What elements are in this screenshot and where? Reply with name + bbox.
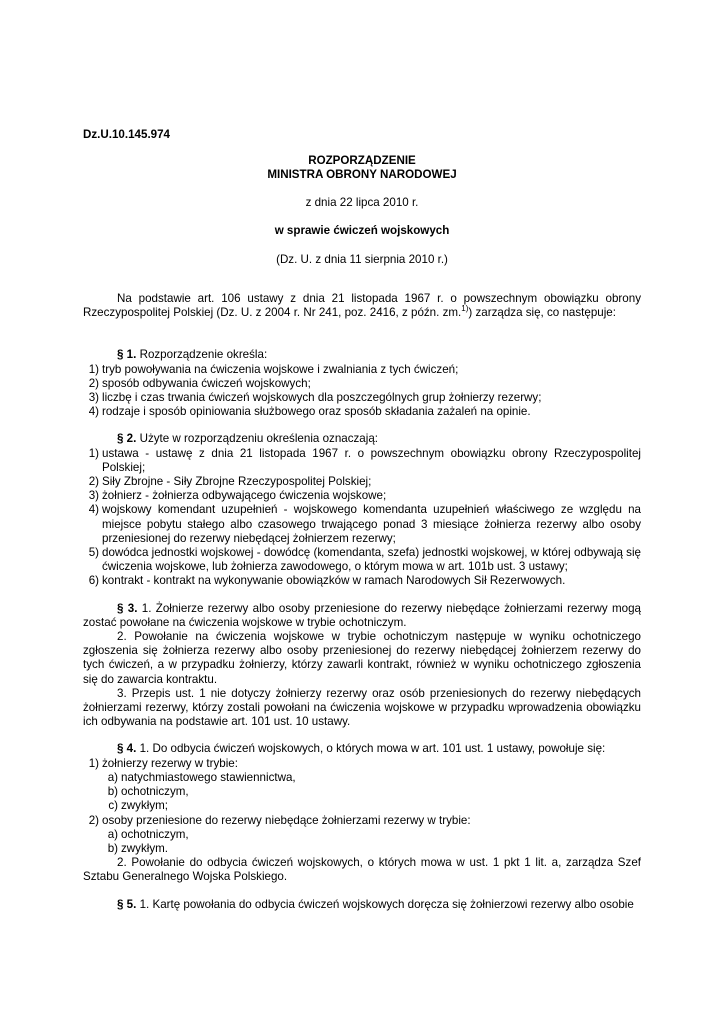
section-mark: § 4. xyxy=(117,742,137,756)
document-date: z dnia 22 lipca 2010 r. xyxy=(305,196,419,209)
publication-info: (Dz. U. z dnia 11 sierpnia 2010 r.) xyxy=(276,253,448,266)
list-item: 3) liczbę i czas trwania ćwiczeń wojskowych dla poszczególnych grup żołnierzy rezerwy; xyxy=(88,391,542,405)
section-1: § 1. Rozporządzenie określa: 1) tryb powoływania na ćwiczenia wojskowe i zwalniania z tych ćwiczeń; 2) sposób odbywania ćwiczeń wojskowych; 3) liczbę i czas trwania ćwiczeń wojskowych dla poszczególnych grup żołnierzy rezerwy; 4) rodzaje i sposób opiniowania służbowego oraz sposób składania zażaleń na opinie. xyxy=(83,348,641,419)
paragraph: 3. Przepis ust. 1 nie dotyczy żołnierzy rezerwy oraz osób przeniesionych do rezerwy niebędących żołnierzami rezerwy, którzy zostali powołani na ćwiczenia wojskowe w przypadku wprowadzenia obowiązku ich odbywania na podstawie art. 101 ust. 10 ustawy. xyxy=(83,686,641,729)
sub-list-item: a) ochotniczym, xyxy=(107,827,189,841)
title-line-1: ROZPORZĄDZENIE xyxy=(308,154,416,167)
sub-list-item: a) natychmiastowego stawiennictwa, xyxy=(107,770,296,784)
sub-list-item: c) zwykłym; xyxy=(108,799,169,813)
list-item: 1) żołnierzy rezerwy w trybie: xyxy=(88,756,238,770)
section-mark: § 1. xyxy=(117,348,137,362)
list-item: 3) żołnierz - żołnierza odbywającego ćwiczenia wojskowe; xyxy=(88,489,387,503)
section-mark: § 3. xyxy=(117,601,138,615)
list-item: 2) sposób odbywania ćwiczeń wojskowych; xyxy=(88,376,311,390)
section-3: § 3. 1. Żołnierze rezerwy albo osoby przeniesione do rezerwy niebędące żołnierzami rezerwy mogą zostać powołane na ćwiczenia wojskowe w trybie ochotniczym. 2. Powołanie na ćwiczenia wojskowe w trybie ochotniczym następuje w wyniku ochotniczego zgłoszenia się żołnierza rezerwy albo osoby przeniesionej do rezerwy niebędącej żołnierzem rezerwy do tych ćwiczeń, a w przypadku żołnierzy, którzy zawarli kontrakt, również w wyniku ochotniczego zgłoszenia się do zawarcia kontraktu. 3. Przepis ust. 1 nie dotyczy żołnierzy rezerwy oraz osób przeniesionych do rezerwy niebędących żołnierzami rezerwy, którzy zostali powołani na ćwiczenia wojskowe w przypadku wprowadzenia obowiązku ich odbywania na podstawie art. 101 ust. 10 ustawy. xyxy=(83,601,641,729)
preamble: Na podstawie art. 106 ustawy z dnia 21 listopada 1967 r. o powszechnym obowiązku obrony Rzeczypospolitej Polskiej (Dz. U. z 2004 r. Nr 241, poz. 2416, z późn. zm.$^{1)}$) zarządza się, co następuje: xyxy=(83,292,641,320)
section-5: § 5. 1. Kartę powołania do odbycia ćwiczeń wojskowych doręcza się żołnierzowi rezerwy albo osobie xyxy=(117,897,634,911)
section-4: § 4. 1. Do odbycia ćwiczeń wojskowych, o których mowa w art. 101 ust. 1 ustawy, powołuje się: 1) żołnierzy rezerwy w trybie: a) natychmiastowego stawiennictwa, b) ochotniczym, c) zwykłym; 2) osoby przeniesione do rezerwy niebędące żołnierzami rezerwy w trybie: a) ochotniczym, b) zwykłym. 2. Powołanie do odbycia ćwiczeń wojskowych, o których mowa w ust. 1 pkt 1 lit. a, zarządza Szef Sztabu Generalnego Wojska Polskiego. xyxy=(83,742,641,884)
document-id: Dz.U.10.145.974 xyxy=(83,128,171,141)
footnote-ref: 1) xyxy=(461,304,469,314)
title-line-2: MINISTRA OBRONY NARODOWEJ xyxy=(267,168,457,181)
list-item: 4) rodzaje i sposób opiniowania służbowego oraz sposób składania zażaleń na opinie. xyxy=(88,405,531,419)
paragraph: 2. Powołanie na ćwiczenia wojskowe w trybie ochotniczym następuje w wyniku ochotniczego zgłoszenia się żołnierza rezerwy albo osoby przeniesionej do rezerwy niebędącej żołnierzem rezerwy do tych ćwiczeń, a w przypadku żołnierzy, którzy zawarli kontrakt, również w wyniku ochotniczego zgłoszenia się do zawarcia kontraktu. xyxy=(83,630,641,686)
section-2: § 2. Użyte w rozporządzeniu określenia oznaczają: 1) ustawa - ustawę z dnia 21 listopada 1967 r. o powszechnym obowiązku obrony Rzeczypospolitej Polskiej; 2) Siły Zbrojne - Siły Zbrojne Rzeczypospolitej Polskiej; 3) żołnierz - żołnierza odbywającego ćwiczenia wojskowe; 4) wojskowy komendant uzupełnień - wojskowego komendanta uzupełnień właściwego ze względu na miejsce pobytu stałego albo czasowego trwającego ponad 3 miesiące żołnierza rezerwy albo osoby przeniesionej do rezerwy niebędącej żołnierzem rezerwy; 5) dowódca jednostki wojskowej - dowódcę (komendanta, szefa) jednostki wojskowej, w której odbywają się ćwiczenia wojskowe, lub żołnierza zawodowego, o którym mowa w art. 101b ust. 3 ustawy; 6) kontrakt - kontrakt na wykonywanie obowiązków w ramach Narodowych Sił Rezerwowych. xyxy=(83,432,641,588)
list-item: 1) tryb powoływania na ćwiczenia wojskowe i zwalniania z tych ćwiczeń; xyxy=(88,362,459,376)
document-body xyxy=(83,292,641,912)
list-item: 1) ustawa - ustawę z dnia 21 listopada 1967 r. o powszechnym obowiązku obrony Rzeczypospolitej Polskiej; xyxy=(88,446,641,474)
sub-list-item: b) zwykłym. xyxy=(107,841,169,855)
sub-list-item: b) ochotniczym, xyxy=(107,785,189,799)
section-mark: § 2. xyxy=(117,432,137,446)
section-mark: § 5. xyxy=(117,897,137,911)
list-item: 6) kontrakt - kontrakt na wykonywanie obowiązków w ramach Narodowych Sił Rezerwowych. xyxy=(88,574,566,588)
list-item: 2) osoby przeniesione do rezerwy niebędące żołnierzami rezerwy w trybie: xyxy=(88,813,471,827)
document-subject: w sprawie ćwiczeń wojskowych xyxy=(274,224,450,237)
paragraph: 2. Powołanie do odbycia ćwiczeń wojskowych, o których mowa w ust. 1 pkt 1 lit. a, zarządza Szef Sztabu Generalnego Wojska Polskiego. xyxy=(83,856,641,884)
list-item: 2) Siły Zbrojne - Siły Zbrojne Rzeczypospolitej Polskiej; xyxy=(88,475,372,489)
list-item: 4) wojskowy komendant uzupełnień - wojskowego komendanta uzupełnień właściwego ze względu na miejsce pobytu stałego albo czasowego trwającego ponad 3 miesiące żołnierza rezerwy albo osoby przeniesionej do rezerwy niebędącej żołnierzem rezerwy; xyxy=(88,503,641,545)
list-item: 5) dowódca jednostki wojskowej - dowódcę (komendanta, szefa) jednostki wojskowej, w której odbywają się ćwiczenia wojskowe, lub żołnierza zawodowego, o którym mowa w art. 101b ust. 3 ustawy; xyxy=(88,546,641,574)
